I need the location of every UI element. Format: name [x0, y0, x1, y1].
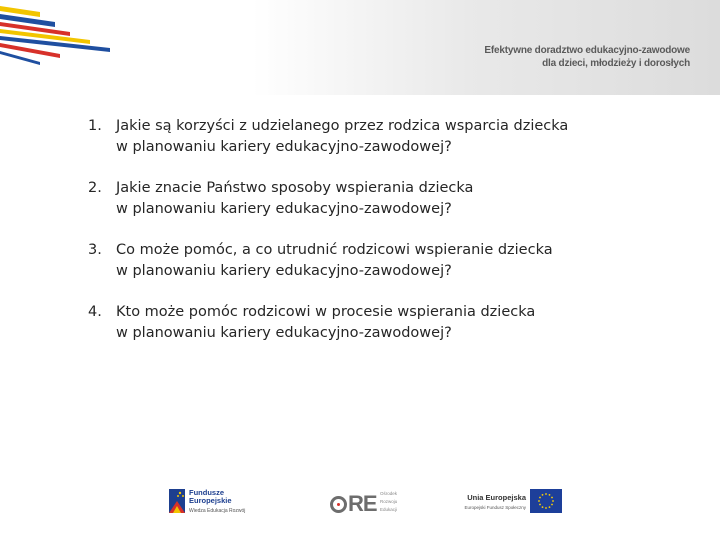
- fe-title: [189, 489, 232, 505]
- brand-line-1: Efektywne doradztwo edukacyjno-zawodowe: [484, 45, 690, 56]
- ore-logo: [330, 488, 410, 518]
- question-text-line-2: w planowaniu kariery edukacyjno-zawodowej?: [116, 263, 452, 279]
- ue-title: Unia Europejska: [467, 493, 526, 502]
- questions-list: [88, 116, 688, 364]
- fe-emblem-icon: [167, 487, 187, 515]
- ore-mark: [330, 491, 377, 517]
- unia-europejska-logo: [448, 488, 568, 518]
- ore-sub-line-3: Edukacji: [380, 507, 398, 512]
- ore-sub-line-1: Ośrodek: [380, 491, 398, 496]
- question-text-line-2: w planowaniu kariery edukacyjno-zawodowej?: [116, 325, 452, 341]
- ore-sub-line-2: Rozwoju: [380, 499, 398, 504]
- brand-line-2: dla dzieci, młodzieży i dorosłych: [542, 58, 690, 69]
- question-text-line-1: Jakie są korzyści z udzielanego przez rodzica wsparcia dziecka: [116, 118, 569, 134]
- footer-logos: [0, 480, 720, 525]
- decorative-stripes: [0, 0, 160, 70]
- question-text-line-2: w planowaniu kariery edukacyjno-zawodowej?: [116, 139, 452, 155]
- ore-letters: RE: [348, 491, 377, 516]
- question-number: 3.: [88, 242, 102, 258]
- question-text-line-1: Kto może pomóc rodzicowi w procesie wspierania dziecka: [116, 304, 536, 320]
- fundusze-europejskie-logo: [167, 487, 267, 519]
- question-item: [88, 240, 688, 282]
- ore-subtitle: [380, 490, 397, 514]
- question-number: 1.: [88, 118, 102, 134]
- question-item: [88, 302, 688, 344]
- brand-tagline: [484, 44, 690, 70]
- question-item: [88, 178, 688, 220]
- ore-o-icon: [330, 496, 347, 513]
- fe-line-1: Fundusze: [189, 488, 224, 497]
- question-number: 4.: [88, 304, 102, 320]
- question-text-line-2: w planowaniu kariery edukacyjno-zawodowej?: [116, 201, 452, 217]
- question-number: 2.: [88, 180, 102, 196]
- question-text-line-1: Jakie znacie Państwo sposoby wspierania dziecka: [116, 180, 474, 196]
- eu-flag-icon: [530, 489, 562, 513]
- question-text-line-1: Co może pomóc, a co utrudnić rodzicowi wspieranie dziecka: [116, 242, 553, 258]
- fe-subtitle: Wiedza Edukacja Rozwój: [189, 508, 246, 514]
- fe-line-2: Europejskie: [189, 496, 232, 505]
- ue-subtitle: Europejski Fundusz Społeczny: [464, 505, 526, 510]
- question-item: [88, 116, 688, 158]
